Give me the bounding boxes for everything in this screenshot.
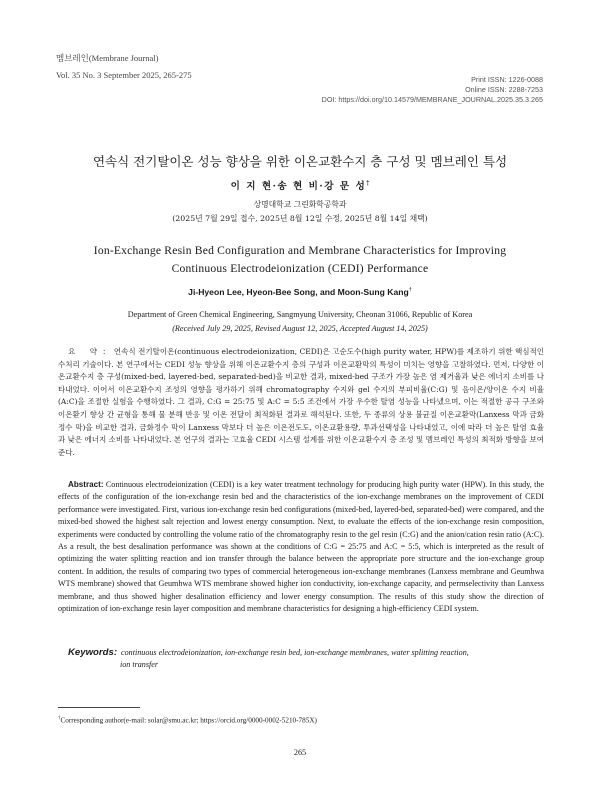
authors-english (0, 287, 600, 297)
page-number: 265 (293, 748, 307, 757)
print-issn: Print ISSN: 1226-0088 (471, 75, 543, 84)
keywords-line1: continuous electrodeionization, ion-exchange resin bed, ion-exchange membranes, water splitting reaction, (121, 648, 469, 657)
authors-english-names: Ji-Hyeon Lee, Hyeon-Bee Song, and Moon-Sung Kang (188, 287, 409, 297)
abstract-english (58, 479, 544, 615)
affiliation-english: Department of Green Chemical Engineering, Sangmyung University, Cheonan 31066, Republic of Korea (127, 310, 473, 319)
affiliation-korean: 상명대학교 그린화학공학과 (253, 200, 347, 209)
abstract-korean-label: 요 약: (68, 347, 112, 356)
abstract-korean (58, 346, 544, 459)
corresponding-dagger: † (408, 287, 412, 294)
doi-link[interactable]: DOI: https://doi.org/10.14579/MEMBRANE_JOURNAL.2025.35.3.265 (321, 95, 543, 104)
title-korean: 연속식 전기탈이온 성능 향상을 위한 이온교환수지 층 구성 및 멤브레인 특성 (92, 154, 508, 169)
footnote-divider (58, 707, 140, 708)
abstract-english-label: Abstract: (68, 480, 104, 489)
footnote (58, 716, 317, 724)
journal-name: 멤브레인(Membrane Journal) (56, 53, 159, 63)
abstract-english-text: Continuous electrodeionization (CEDI) is a key water treatment technology for producing high purity water (HPW). In this study, the effects of the configuration of the ion-exchange resin bed and the characteristics of the ion-exchange membranes on the improvement of CEDI performance were investigated. First, various ion-exchange resin bed configurations (mixed-bed, layered-bed, separated-bed) were compared, and the mixed-bed showed the highest salt rejection and lowest energy consumption. Next, to evaluate the effects of the ion-exchange resin composition, experiments were conducted by controlling the volume ratio of the chromatography resin to the gel resin (C:G) and the anion/cation resin ratio (A:C). As a result, the best desalination performance was shown at the conditions of C:G = 25:75 and A:C = 5:5, which is interpreted as the result of optimizing the water splitting reaction and ion transfer through the balance between the appropriate pore structure and the ion-exchange group content. In addition, the results of comparing two types of commercial heterogeneous ion-exchange membranes (Lanxess membrane and Geumhwa WTS membrane) showed that Geumhwa WTS membrane showed higher ion conductivity, ion-exchange capacity, and permselectivity than Lanxess membrane, and thus showed higher desalination efficiency and lower energy consumption. The results of this study show the direction of optimization of ion-exchange resin layer composition and membrane characteristics for designing a high-efficiency CEDI system. (58, 480, 544, 614)
abstract-korean-text: 연속식 전기탈이온(continuous electrodeionization, CEDI)은 고순도수(high purity water, HPW)를 제조하기 위한 핵심적인 수처리 기술이다. 본 연구에서는 CEDI 성능 향상을 위해 이온교환수지 층의 구성과 이온교환막의 특성이 미치는 영향을 고찰하였다. 먼저, 다양한 이온교환수지 층 구성(mixed-bed, layered-bed, separated-bed)을 비교한 결과, mixed-bed 구조가 가장 높은 염 제거율과 낮은 에너지 소비를 나타내었다. 이어서 이온교환수지 조성의 영향을 평가하기 위해 chromatography 수지와 gel 수지의 부피비율(C:G) 및 음이온/양이온 수지 비율(A:C)을 조절한 실험을 수행하였다. 그 결과, C:G = 25:75 및 A:C = 5:5 조건에서 가장 우수한 탈염 성능을 나타냈으며, 이는 적절한 공극 구조와 이온환기 향상 간 균형을 통해 물 분해 반응 및 이온 전달이 최적화된 결과로 해석된다. 또한, 두 종류의 상용 불균질 이온교환막(Lanxess 막과 금화정수 막)을 비교한 결과, 금화정수 막이 Lanxess 막보다 더 높은 이온전도도, 이온교환용량, 투과선택성을 나타내었고, 이에 따라 더 높은 탈염 효율과 낮은 에너지 소비를 나타내었다. 본 연구의 결과는 고효율 CEDI 시스템 설계를 위한 이온교환수지 층 조성 및 멤브레인 특성의 최적화 방향을 보여준다. (58, 347, 544, 457)
volume-info: Vol. 35 No. 3 September 2025, 265-275 (56, 70, 192, 80)
keywords-line2: ion transfer (120, 660, 158, 669)
received-english: (Received July 29, 2025, Revised August 12, 2025, Accepted August 14, 2025) (172, 324, 428, 333)
keywords-label: Keywords: (68, 647, 118, 658)
keywords (58, 647, 544, 671)
footnote-dagger: † (58, 716, 61, 721)
title-english: Ion-Exchange Resin Bed Configuration and Membrane Characteristics for Improving Continuous Electrodeionization (CEDI) Performance (93, 244, 507, 275)
authors-korean-names: 이 지 현·송 현 비·강 문 성 (230, 181, 367, 192)
corresponding-dagger: † (366, 179, 370, 187)
online-issn: Online ISSN: 2288-7253 (465, 85, 543, 94)
received-korean: (2025년 7월 29일 접수, 2025년 8월 12일 수정, 2025년 8월 14일 채택) (172, 214, 428, 223)
authors-korean (0, 178, 600, 192)
footnote-text: Corresponding author(e-mail: solar@smu.ac.kr; https://orcid.org/0000-0002-5210-785X) (60, 716, 317, 725)
